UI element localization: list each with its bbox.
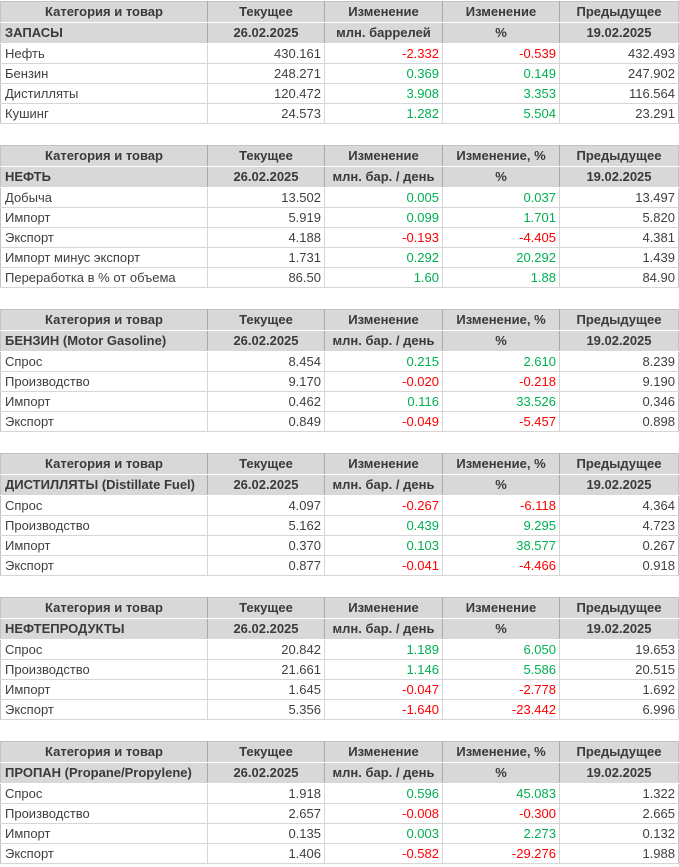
row-label-cell: Кушинг [1, 104, 208, 124]
change-pct-value-cell: 45.083 [443, 784, 560, 804]
column-header: Текущее [208, 454, 325, 475]
previous-date-cell: 19.02.2025 [560, 763, 679, 784]
change-pct-value-cell: 2.610 [443, 352, 560, 372]
current-value-cell: 0.370 [208, 536, 325, 556]
subheader-row [1, 475, 679, 496]
table-row [1, 660, 679, 680]
column-header: Изменение [325, 310, 443, 331]
row-label-cell: Импорт [1, 680, 208, 700]
current-value-cell: 86.50 [208, 268, 325, 288]
column-header: Изменение [443, 598, 560, 619]
current-date-cell: 26.02.2025 [208, 23, 325, 44]
table-row [1, 700, 679, 720]
unit-cell: млн. бар. / день [325, 167, 443, 188]
current-value-cell: 24.573 [208, 104, 325, 124]
row-label-cell: Экспорт [1, 412, 208, 432]
unit-cell: млн. бар. / день [325, 331, 443, 352]
previous-value-cell: 23.291 [560, 104, 679, 124]
report-table-nefteprodukty [0, 597, 679, 720]
table-row [1, 536, 679, 556]
percent-symbol-cell: % [443, 475, 560, 496]
change-value-cell: 3.908 [325, 84, 443, 104]
category-column-header: Категория и товар [1, 598, 208, 619]
unit-cell: млн. бар. / день [325, 763, 443, 784]
previous-value-cell: 9.190 [560, 372, 679, 392]
previous-value-cell: 1.322 [560, 784, 679, 804]
percent-symbol-cell: % [443, 763, 560, 784]
category-column-header: Категория и товар [1, 2, 208, 23]
table-title-cell: БЕНЗИН (Motor Gasoline) [1, 331, 208, 352]
table-row [1, 412, 679, 432]
table-row [1, 248, 679, 268]
column-header: Изменение [443, 2, 560, 23]
change-pct-value-cell: -29.276 [443, 844, 560, 864]
subheader-row [1, 23, 679, 44]
column-header: Предыдущее [560, 598, 679, 619]
current-value-cell: 430.161 [208, 44, 325, 64]
column-header: Предыдущее [560, 2, 679, 23]
table-row [1, 208, 679, 228]
row-label-cell: Производство [1, 516, 208, 536]
report-table-propan [0, 741, 679, 864]
change-pct-value-cell: 20.292 [443, 248, 560, 268]
column-header: Предыдущее [560, 742, 679, 763]
previous-value-cell: 4.364 [560, 496, 679, 516]
percent-symbol-cell: % [443, 331, 560, 352]
table-row [1, 496, 679, 516]
column-header: Изменение, % [443, 146, 560, 167]
previous-value-cell: 4.381 [560, 228, 679, 248]
table-row [1, 64, 679, 84]
current-value-cell: 21.661 [208, 660, 325, 680]
row-label-cell: Экспорт [1, 844, 208, 864]
unit-cell: млн. бар. / день [325, 475, 443, 496]
current-value-cell: 9.170 [208, 372, 325, 392]
change-pct-value-cell: -2.778 [443, 680, 560, 700]
previous-value-cell: 1.439 [560, 248, 679, 268]
row-label-cell: Спрос [1, 640, 208, 660]
change-pct-value-cell: -0.539 [443, 44, 560, 64]
row-label-cell: Производство [1, 372, 208, 392]
row-label-cell: Импорт [1, 392, 208, 412]
change-value-cell: -0.582 [325, 844, 443, 864]
table-row [1, 844, 679, 864]
change-pct-value-cell: 5.586 [443, 660, 560, 680]
table-row [1, 824, 679, 844]
table-row [1, 392, 679, 412]
percent-symbol-cell: % [443, 619, 560, 640]
row-label-cell: Производство [1, 660, 208, 680]
table-row [1, 268, 679, 288]
column-header: Предыдущее [560, 146, 679, 167]
change-pct-value-cell: 38.577 [443, 536, 560, 556]
change-pct-value-cell: -0.300 [443, 804, 560, 824]
table-row [1, 516, 679, 536]
change-value-cell: -2.332 [325, 44, 443, 64]
previous-value-cell: 19.653 [560, 640, 679, 660]
column-header: Изменение [325, 598, 443, 619]
column-header: Изменение [325, 146, 443, 167]
subheader-row [1, 331, 679, 352]
column-header-row [1, 742, 679, 763]
previous-value-cell: 0.267 [560, 536, 679, 556]
current-date-cell: 26.02.2025 [208, 475, 325, 496]
column-header-row [1, 2, 679, 23]
previous-value-cell: 4.723 [560, 516, 679, 536]
change-pct-value-cell: 6.050 [443, 640, 560, 660]
previous-value-cell: 0.898 [560, 412, 679, 432]
row-label-cell: Импорт минус экспорт [1, 248, 208, 268]
current-date-cell: 26.02.2025 [208, 619, 325, 640]
previous-value-cell: 1.988 [560, 844, 679, 864]
current-value-cell: 0.877 [208, 556, 325, 576]
report-table-benzin [0, 309, 679, 432]
row-label-cell: Бензин [1, 64, 208, 84]
column-header-row [1, 454, 679, 475]
column-header: Текущее [208, 598, 325, 619]
previous-value-cell: 2.665 [560, 804, 679, 824]
change-value-cell: 0.215 [325, 352, 443, 372]
change-value-cell: -0.020 [325, 372, 443, 392]
previous-date-cell: 19.02.2025 [560, 167, 679, 188]
column-header: Текущее [208, 146, 325, 167]
table-row [1, 352, 679, 372]
report-table-neft [0, 145, 679, 288]
change-value-cell: -0.267 [325, 496, 443, 516]
column-header: Изменение, % [443, 310, 560, 331]
row-label-cell: Спрос [1, 352, 208, 372]
subheader-row [1, 619, 679, 640]
change-value-cell: 0.003 [325, 824, 443, 844]
current-value-cell: 5.162 [208, 516, 325, 536]
change-value-cell: -1.640 [325, 700, 443, 720]
change-value-cell: 1.146 [325, 660, 443, 680]
previous-value-cell: 8.239 [560, 352, 679, 372]
current-value-cell: 1.406 [208, 844, 325, 864]
current-value-cell: 5.356 [208, 700, 325, 720]
current-value-cell: 4.097 [208, 496, 325, 516]
change-value-cell: 0.369 [325, 64, 443, 84]
previous-value-cell: 432.493 [560, 44, 679, 64]
row-label-cell: Добыча [1, 188, 208, 208]
column-header-row [1, 146, 679, 167]
table-title-cell: НЕФТЕПРОДУКТЫ [1, 619, 208, 640]
current-value-cell: 0.849 [208, 412, 325, 432]
unit-cell: млн. баррелей [325, 23, 443, 44]
current-value-cell: 0.135 [208, 824, 325, 844]
change-pct-value-cell: 9.295 [443, 516, 560, 536]
previous-value-cell: 0.132 [560, 824, 679, 844]
row-label-cell: Спрос [1, 496, 208, 516]
column-header-row [1, 598, 679, 619]
row-label-cell: Дистилляты [1, 84, 208, 104]
current-value-cell: 8.454 [208, 352, 325, 372]
change-pct-value-cell: -4.466 [443, 556, 560, 576]
column-header: Изменение, % [443, 454, 560, 475]
change-pct-value-cell: 1.701 [443, 208, 560, 228]
table-row [1, 188, 679, 208]
previous-value-cell: 0.918 [560, 556, 679, 576]
change-pct-value-cell: -4.405 [443, 228, 560, 248]
change-pct-value-cell: -0.218 [443, 372, 560, 392]
table-row [1, 804, 679, 824]
previous-date-cell: 19.02.2025 [560, 475, 679, 496]
previous-date-cell: 19.02.2025 [560, 23, 679, 44]
category-column-header: Категория и товар [1, 454, 208, 475]
previous-value-cell: 1.692 [560, 680, 679, 700]
table-row [1, 372, 679, 392]
current-value-cell: 248.271 [208, 64, 325, 84]
change-value-cell: -0.047 [325, 680, 443, 700]
percent-symbol-cell: % [443, 23, 560, 44]
column-header: Текущее [208, 2, 325, 23]
report-table-zapasy [0, 1, 679, 124]
table-row [1, 104, 679, 124]
table-title-cell: ДИСТИЛЛЯТЫ (Distillate Fuel) [1, 475, 208, 496]
change-value-cell: -0.049 [325, 412, 443, 432]
row-label-cell: Импорт [1, 824, 208, 844]
report-table-distillyaty [0, 453, 679, 576]
column-header: Предыдущее [560, 310, 679, 331]
change-pct-value-cell: -6.118 [443, 496, 560, 516]
column-header: Текущее [208, 742, 325, 763]
category-column-header: Категория и товар [1, 742, 208, 763]
change-value-cell: 0.439 [325, 516, 443, 536]
change-pct-value-cell: -5.457 [443, 412, 560, 432]
row-label-cell: Импорт [1, 208, 208, 228]
row-label-cell: Экспорт [1, 228, 208, 248]
table-row [1, 680, 679, 700]
table-title-cell: ПРОПАН (Propane/Propylene) [1, 763, 208, 784]
current-value-cell: 120.472 [208, 84, 325, 104]
change-value-cell: 1.60 [325, 268, 443, 288]
change-value-cell: 0.596 [325, 784, 443, 804]
current-date-cell: 26.02.2025 [208, 763, 325, 784]
previous-value-cell: 116.564 [560, 84, 679, 104]
subheader-row [1, 167, 679, 188]
current-value-cell: 1.731 [208, 248, 325, 268]
change-pct-value-cell: 0.149 [443, 64, 560, 84]
change-pct-value-cell: 2.273 [443, 824, 560, 844]
change-value-cell: 0.103 [325, 536, 443, 556]
previous-value-cell: 247.902 [560, 64, 679, 84]
change-pct-value-cell: 5.504 [443, 104, 560, 124]
column-header: Изменение, % [443, 742, 560, 763]
table-row [1, 228, 679, 248]
column-header: Изменение [325, 454, 443, 475]
table-row [1, 556, 679, 576]
current-value-cell: 1.918 [208, 784, 325, 804]
current-value-cell: 1.645 [208, 680, 325, 700]
change-pct-value-cell: 3.353 [443, 84, 560, 104]
column-header: Изменение [325, 2, 443, 23]
change-value-cell: 0.292 [325, 248, 443, 268]
table-row [1, 640, 679, 660]
change-value-cell: -0.193 [325, 228, 443, 248]
current-value-cell: 5.919 [208, 208, 325, 228]
change-pct-value-cell: 1.88 [443, 268, 560, 288]
previous-date-cell: 19.02.2025 [560, 619, 679, 640]
subheader-row [1, 763, 679, 784]
table-title-cell: ЗАПАСЫ [1, 23, 208, 44]
current-date-cell: 26.02.2025 [208, 167, 325, 188]
change-pct-value-cell: -23.442 [443, 700, 560, 720]
column-header: Предыдущее [560, 454, 679, 475]
change-value-cell: -0.041 [325, 556, 443, 576]
table-row [1, 44, 679, 64]
previous-value-cell: 6.996 [560, 700, 679, 720]
table-title-cell: НЕФТЬ [1, 167, 208, 188]
current-value-cell: 20.842 [208, 640, 325, 660]
current-value-cell: 4.188 [208, 228, 325, 248]
current-value-cell: 13.502 [208, 188, 325, 208]
row-label-cell: Переработка в % от объема [1, 268, 208, 288]
column-header: Изменение [325, 742, 443, 763]
previous-value-cell: 5.820 [560, 208, 679, 228]
unit-cell: млн. бар. / день [325, 619, 443, 640]
previous-value-cell: 84.90 [560, 268, 679, 288]
row-label-cell: Импорт [1, 536, 208, 556]
change-value-cell: 0.005 [325, 188, 443, 208]
change-value-cell: 1.189 [325, 640, 443, 660]
previous-value-cell: 20.515 [560, 660, 679, 680]
previous-value-cell: 13.497 [560, 188, 679, 208]
change-value-cell: 0.116 [325, 392, 443, 412]
row-label-cell: Производство [1, 804, 208, 824]
row-label-cell: Спрос [1, 784, 208, 804]
change-pct-value-cell: 33.526 [443, 392, 560, 412]
row-label-cell: Нефть [1, 44, 208, 64]
row-label-cell: Экспорт [1, 700, 208, 720]
percent-symbol-cell: % [443, 167, 560, 188]
previous-date-cell: 19.02.2025 [560, 331, 679, 352]
column-header: Текущее [208, 310, 325, 331]
change-pct-value-cell: 0.037 [443, 188, 560, 208]
change-value-cell: 1.282 [325, 104, 443, 124]
current-value-cell: 0.462 [208, 392, 325, 412]
row-label-cell: Экспорт [1, 556, 208, 576]
current-value-cell: 2.657 [208, 804, 325, 824]
category-column-header: Категория и товар [1, 146, 208, 167]
change-value-cell: -0.008 [325, 804, 443, 824]
category-column-header: Категория и товар [1, 310, 208, 331]
table-row [1, 784, 679, 804]
previous-value-cell: 0.346 [560, 392, 679, 412]
table-row [1, 84, 679, 104]
column-header-row [1, 310, 679, 331]
current-date-cell: 26.02.2025 [208, 331, 325, 352]
change-value-cell: 0.099 [325, 208, 443, 228]
